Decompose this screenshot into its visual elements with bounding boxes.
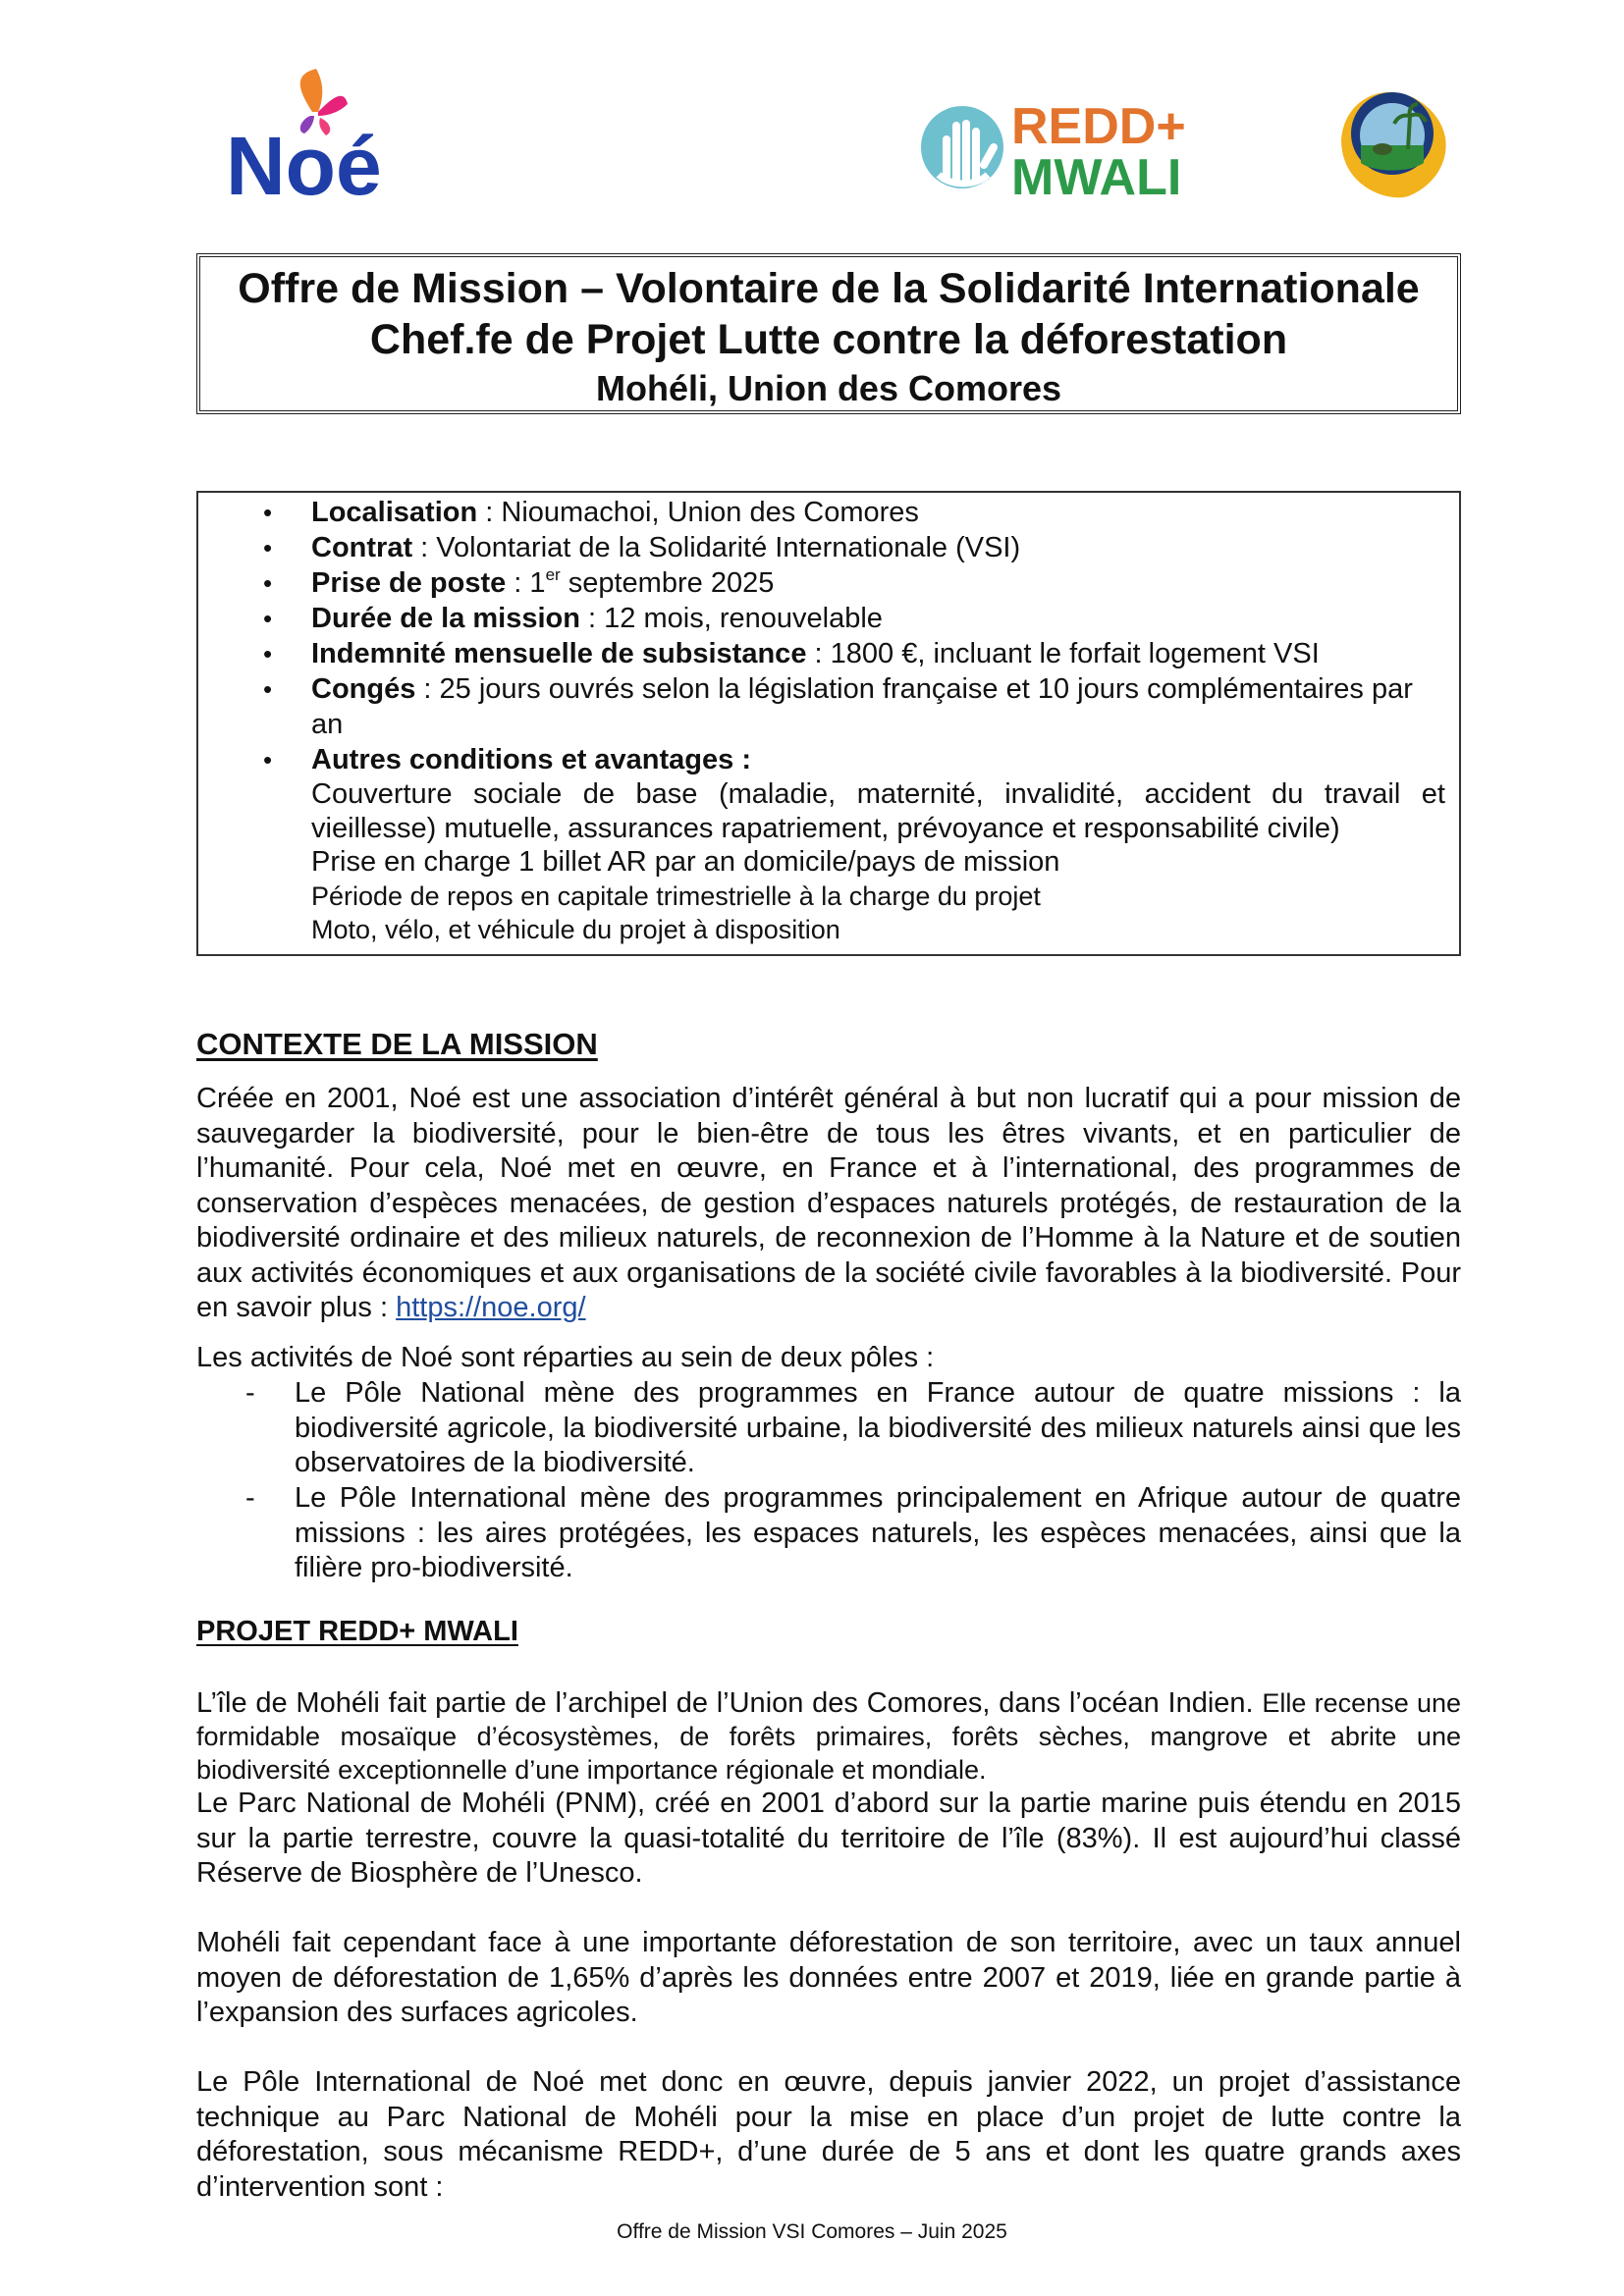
list-item-indemnite: [198, 636, 1459, 671]
noe-website-link[interactable]: https://noe.org/: [396, 1292, 586, 1323]
localisation-label: Localisation: [311, 497, 478, 528]
mission-info-box: [196, 491, 1461, 956]
projet-paragraph-1: [196, 1686, 1461, 1787]
conges-value: : 25 jours ouvrés selon la législation française et 10 jours complémentaires par an: [311, 673, 1413, 740]
bullet-icon: •: [263, 604, 273, 633]
contexte-paragraph: [196, 1082, 1461, 1326]
indemnite-label: Indemnité mensuelle de subsistance: [311, 638, 807, 669]
conges-label: Congés: [311, 673, 416, 705]
pole-international-text: Le Pôle International mène des programmes principalement en Afrique autour de quatre missions : les aires protégées, les espaces naturels, les espèces menacées, ainsi que la filière pro-biodiversité.: [295, 1482, 1461, 1583]
dash-marker: -: [245, 1482, 255, 1514]
autres-couverture: Couverture sociale de base (maladie, maternité, invalidité, accident du travail et vieillesse) mutuelle, assurances rapatriement, prévoyance et responsabilité civile): [311, 778, 1445, 844]
list-item-pole-international: [196, 1481, 1461, 1586]
contexte-text: Créée en 2001, Noé est une association d’intérêt général à but non lucratif qui a pour mission de sauvegarder la biodiversité, pour le bien-être de tous les êtres vivants, et en particulier de l’humanité. Pour cela, Noé met en œuvre, en France et à l’international, des programmes de conservation d’espèces menacées, de gestion d’espaces naturels protégés, de restauration de la biodiversité ordinaire et des milieux naturels, de reconnexion de l’Homme à la Nature et de soutien aux activités économiques et aux organisations de la société civile favorables à la biodiversité. Pour en savoir plus :: [196, 1083, 1461, 1323]
autres-vehicule: Moto, vélo, et véhicule du projet à disposition: [311, 914, 840, 944]
park-seal-logo: [1331, 80, 1455, 204]
page-footer: Offre de Mission VSI Comores – Juin 2025: [617, 2220, 1007, 2243]
redd-logo-line2: MWALI: [1011, 149, 1182, 200]
list-item-prise-de-poste: [198, 565, 1459, 601]
bullet-icon: •: [263, 498, 273, 527]
prise-prefix: : 1: [506, 567, 546, 599]
bullet-icon: •: [263, 639, 273, 668]
mission-info-list: [198, 495, 1459, 946]
contexte-heading: CONTEXTE DE LA MISSION: [196, 1027, 598, 1061]
prise-label: Prise de poste: [311, 567, 507, 599]
hand-leaf-icon: [921, 106, 1003, 188]
bullet-icon: •: [263, 745, 273, 774]
prise-sup: er: [545, 565, 561, 584]
list-item-autres: [198, 742, 1459, 946]
contrat-value: : Volontariat de la Solidarité Internationale (VSI): [412, 532, 1021, 563]
duree-value: : 12 mois, renouvelable: [580, 603, 883, 634]
title-line-2: Chef.fe de Projet Lutte contre la déforestation: [369, 316, 1288, 363]
autres-billet: Prise en charge 1 billet AR par an domicile/pays de mission: [311, 846, 1060, 878]
list-item-localisation: [198, 495, 1459, 530]
localisation-value: : Nioumachoi, Union des Comores: [477, 497, 919, 528]
indemnite-value: : 1800 €, incluant le forfait logement VSI: [806, 638, 1320, 669]
projet-paragraph-4: Le Pôle International de Noé met donc en œuvre, depuis janvier 2022, un projet d’assistance technique au Parc National de Mohéli pour la mise en place d’un projet de lutte contre la déforestation, sous mécanisme REDD+, d’une durée de 5 ans et dont les quatre grands axes d’intervention sont :: [196, 2066, 1461, 2203]
redd-logo-line1: REDD+: [1011, 98, 1186, 155]
title-line-1: Offre de Mission – Volontaire de la Solidarité Internationale: [238, 265, 1420, 312]
list-item-pole-national: [196, 1376, 1461, 1481]
projet-paragraph-3: Mohéli fait cependant face à une importante déforestation de son territoire, avec un taux annuel moyen de déforestation de 1,65% d’après les données entre 2007 et 2019, liée en grande partie à l’expansion des surfaces agricoles.: [196, 1927, 1461, 2028]
pole-national-text: Le Pôle National mène des programmes en France autour de quatre missions : la biodiversité agricole, la biodiversité urbaine, la biodiversité des milieux naturels ainsi que les observatoires de la biodiversité.: [295, 1377, 1461, 1478]
contrat-label: Contrat: [311, 532, 413, 563]
bullet-icon: •: [263, 568, 273, 598]
list-item-contrat: [198, 530, 1459, 565]
list-item-conges: [198, 671, 1459, 742]
projet-p1-a: L’île de Mohéli fait partie de l’archipel de l’Union des Comores, dans l’océan Indien.: [196, 1687, 1263, 1719]
redd-mwali-logo: [917, 96, 1271, 200]
noe-logo-text: Noé: [226, 120, 382, 208]
bullet-icon: •: [263, 674, 273, 704]
poles-intro: Les activités de Noé sont réparties au sein de deux pôles :: [196, 1342, 935, 1373]
noe-logo: [222, 61, 418, 208]
autres-repos: Période de repos en capitale trimestrielle à la charge du projet: [311, 881, 1041, 911]
projet-heading: PROJET REDD+ MWALI: [196, 1616, 518, 1647]
title-line-3: Mohéli, Union des Comores: [595, 368, 1062, 408]
projet-paragraph-2: Le Parc National de Mohéli (PNM), créé en 2001 d’abord sur la partie marine puis étendu en 2015 sur la partie terrestre, couvre la quasi-totalité du territoire de l’île (83%). Il est aujourd’hui classé Réserve de Biosphère de l’Unesco.: [196, 1788, 1461, 1889]
projet-p1-b: Elle recense une formidable mosaïque d’écosystèmes, de forêts primaires, forêts sèches, mangrove et abrite une biodiversité exceptionnelle d’une importance régionale et mondiale.: [196, 1688, 1461, 1785]
duree-label: Durée de la mission: [311, 603, 580, 634]
autres-label: Autres conditions et avantages :: [311, 744, 751, 775]
bullet-icon: •: [263, 533, 273, 562]
list-item-duree: [198, 601, 1459, 636]
dash-marker: -: [245, 1377, 255, 1409]
title-box: [196, 253, 1461, 414]
prise-suffix: septembre 2025: [560, 567, 775, 599]
